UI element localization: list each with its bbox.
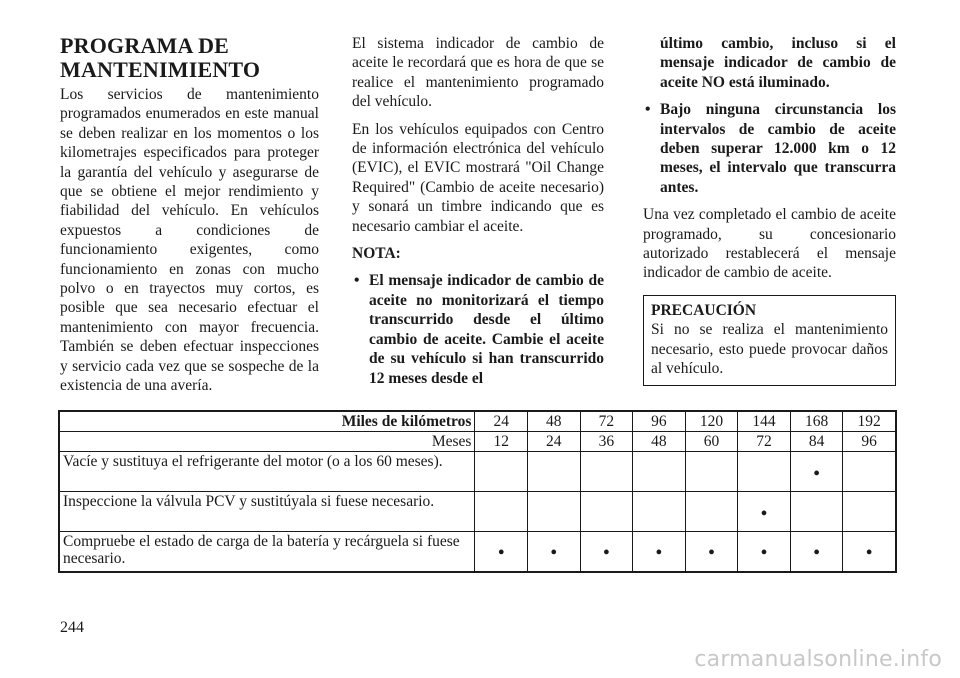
note-list-continued <box>643 100 896 197</box>
note-bullet-2: • Bajo ninguna circunstancia los intervalos de cambio de aceite deben superar 12.000 km o 12 meses, el intervalo que transcurra antes. <box>643 100 896 197</box>
service-mark-cell <box>633 532 686 572</box>
bullet-mark: • <box>760 542 768 565</box>
note-bullet-1-continued: último cambio, incluso si el mensaje indicador de cambio de aceite NO está iluminado. <box>660 35 896 91</box>
empty-cell <box>580 492 633 532</box>
miles-row-cell: 144 <box>738 411 791 432</box>
empty-cell <box>738 452 791 492</box>
miles-row-cell: 72 <box>580 411 633 432</box>
note-label: NOTA: <box>352 245 401 263</box>
miles-row-cell: 192 <box>843 411 896 432</box>
bullet-mark: • <box>813 462 821 485</box>
empty-cell <box>685 452 738 492</box>
miles-row <box>59 411 896 432</box>
note-bullet-1: • El mensaje indicador de cambio de aceite no monitorizará el tiempo transcurrido desde el último cambio de aceite. Cambie el aceite de su vehículo si han transcurrido 12 meses desde el <box>352 271 604 387</box>
service-mark-cell <box>738 532 791 572</box>
empty-cell <box>633 452 686 492</box>
caution-title: PRECAUCIÓN <box>651 301 757 319</box>
months-row-cell: 84 <box>790 432 843 452</box>
months-row-cell: 72 <box>738 432 791 452</box>
table-row <box>59 452 896 492</box>
bullet-mark: • <box>760 502 768 525</box>
bullet-mark: • <box>865 542 873 565</box>
page-heading: PROGRAMA DE MANTENIMIENTO <box>60 33 261 82</box>
months-row-cell: 96 <box>843 432 896 452</box>
bullet-mark: • <box>655 542 663 565</box>
service-mark-cell <box>475 532 528 572</box>
months-row <box>59 432 896 452</box>
oil-indicator-paragraph: El sistema indicador de cambio de aceite le recordará que es hora de que se realice el mantenimiento programado del vehículo. <box>352 35 604 111</box>
service-mark-cell <box>843 532 896 572</box>
months-row-cell: 48 <box>633 432 686 452</box>
caution-body: Si no se realiza el mantenimiento necesario, esto puede provocar daños al vehículo. <box>651 321 888 378</box>
service-mark-cell <box>738 492 791 532</box>
service-mark-cell <box>580 532 633 572</box>
empty-cell <box>475 492 528 532</box>
bullet-mark: • <box>707 542 715 565</box>
maintenance-table <box>58 410 897 573</box>
watermark: carmanualsonline.info <box>694 647 942 672</box>
bullet-mark: • <box>497 542 505 565</box>
bullet-mark: • <box>602 542 610 565</box>
miles-row-cell: 48 <box>527 411 580 432</box>
service-mark-cell <box>685 532 738 572</box>
months-row-cell: 60 <box>685 432 738 452</box>
empty-cell <box>843 452 896 492</box>
empty-cell <box>527 492 580 532</box>
bullet-mark: • <box>813 542 821 565</box>
empty-cell <box>843 492 896 532</box>
miles-row-cell: 96 <box>633 411 686 432</box>
months-row-cell: 12 <box>475 432 528 452</box>
months-row-cell: 24 <box>527 432 580 452</box>
miles-row-label: Miles de kilómetros <box>59 411 475 432</box>
left-column <box>60 34 319 404</box>
service-mark-cell <box>790 452 843 492</box>
miles-row-cell: 120 <box>685 411 738 432</box>
reset-paragraph: Una vez completado el cambio de aceite programado, su concesionario autorizado restablecerá el mensaje indicador de cambio de aceite. <box>643 206 896 282</box>
miles-row-cell: 24 <box>475 411 528 432</box>
intro-paragraph: Los servicios de mantenimiento programados enumerados en este manual se deben realizar en los momentos o los kilometrajes especificados para proteger la garantía del vehículo y asegurarse de que se obtiene el mejor rendimiento y fiabilidad del vehículo. En vehículos expuestos a condiciones de funcionamiento exigentes, como funcionamiento en zonas con mucho polvo o en trayectos muy cortos, es posible que sea necesario efectuar el mantenimiento con mayor frecuencia. También se deben efectuar inspecciones y servicio cada vez que se sospeche de la existencia de una avería. <box>60 86 319 395</box>
months-row-label: Meses <box>59 432 475 452</box>
note-list <box>352 271 604 387</box>
empty-cell <box>790 492 843 532</box>
service-mark-cell <box>527 532 580 572</box>
task-description: Vacíe y sustituya el refrigerante del motor (o a los 60 meses). <box>59 452 475 492</box>
empty-cell <box>527 452 580 492</box>
table-row <box>59 532 896 572</box>
months-row-cell: 36 <box>580 432 633 452</box>
middle-column <box>352 34 604 396</box>
task-description: Inspeccione la válvula PCV y sustitúyala si fuese necesario. <box>59 492 475 532</box>
empty-cell <box>685 492 738 532</box>
miles-row-cell: 168 <box>790 411 843 432</box>
empty-cell <box>633 492 686 532</box>
task-description: Compruebe el estado de carga de la batería y recárguela si fuese necesario. <box>59 532 475 572</box>
evic-paragraph: En los vehículos equipados con Centro de información electrónica del vehículo (EVIC), el EVIC mostrará "Oil Change Required" (Cambio de aceite necesario) y sonará un timbre indicando que es necesario cambiar el aceite. <box>352 120 604 235</box>
empty-cell <box>475 452 528 492</box>
bullet-mark: • <box>550 542 558 565</box>
right-column <box>643 34 896 386</box>
caution-box <box>643 295 896 386</box>
service-mark-cell <box>790 532 843 572</box>
table-row <box>59 492 896 532</box>
page-number: 244 <box>60 619 84 636</box>
empty-cell <box>580 452 633 492</box>
